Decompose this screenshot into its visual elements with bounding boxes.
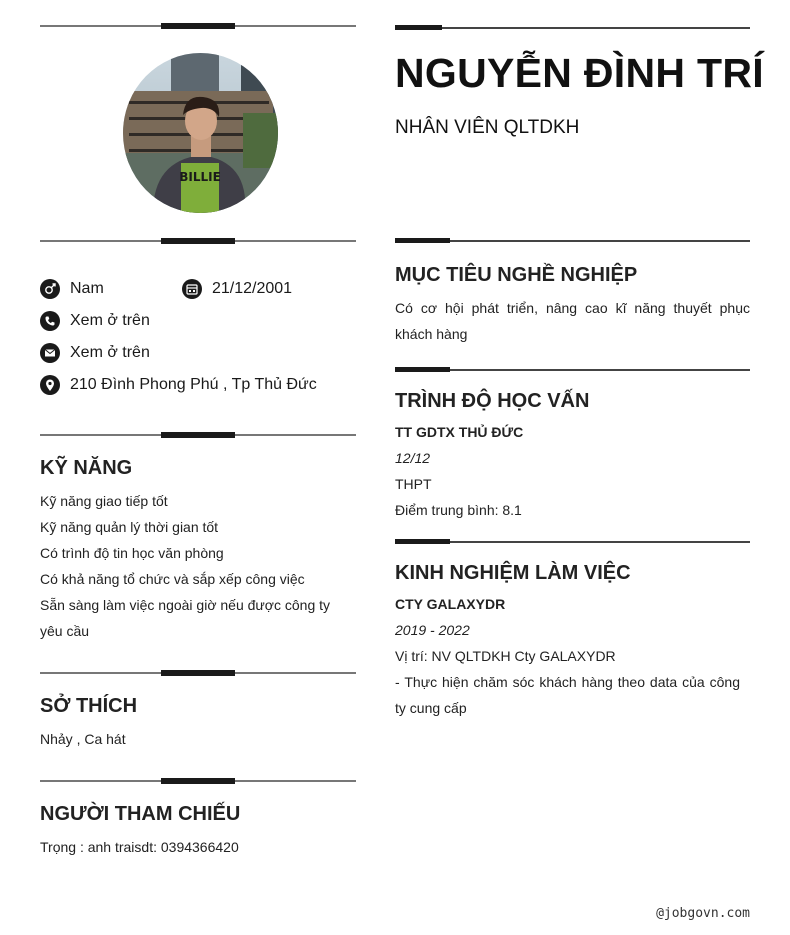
divider [395, 367, 750, 373]
experience-period: 2019 - 2022 [395, 622, 470, 638]
job-title: NHÂN VIÊN QLTDKH [395, 117, 580, 138]
address-row [40, 375, 317, 395]
skill-item: Sẵn sàng làm việc ngoài giờ nếu được công ty yêu cầu [40, 597, 331, 639]
email-icon [40, 343, 60, 363]
experience-position: Vị trí: NV QLTDKH Cty GALAXYDR [395, 648, 616, 664]
gender-value: Nam [70, 280, 104, 297]
phone-row [40, 311, 150, 331]
skill-item: Kỹ năng giao tiếp tốt [40, 493, 168, 509]
divider [395, 25, 750, 31]
education-gpa: Điểm trung bình: 8.1 [395, 502, 522, 518]
divider [40, 237, 356, 245]
school-name: TT GDTX THỦ ĐỨC [395, 424, 524, 440]
dob-row [182, 279, 292, 299]
references-heading: NGƯỜI THAM CHIẾU [40, 803, 241, 825]
divider [40, 22, 356, 30]
education-heading: TRÌNH ĐỘ HỌC VẤN [395, 390, 590, 412]
email-value: Xem ở trên [70, 344, 150, 361]
education-level: THPT [395, 476, 432, 492]
hobbies-heading: SỞ THÍCH [40, 695, 138, 717]
watermark: @jobgovn.com [656, 906, 750, 921]
references-text: Trọng : anh traisdt: 0394366420 [40, 839, 239, 855]
education-block [395, 419, 750, 523]
calendar-icon [182, 279, 202, 299]
experience-description: - Thực hiện chăm sóc khách hàng theo data của công ty cung cấp [395, 674, 740, 716]
divider [395, 238, 750, 244]
dob-value: 21/12/2001 [212, 280, 293, 297]
experience-block [395, 591, 740, 721]
objective-text: Có cơ hội phát triển, nâng cao kĩ năng thuyết phục khách hàng [395, 300, 750, 342]
skills-list [40, 488, 356, 644]
experience-heading: KINH NGHIỆM LÀM VIỆC [395, 562, 631, 584]
skill-item: Có khả năng tổ chức và sắp xếp công việc [40, 571, 305, 587]
avatar [123, 53, 278, 213]
hobbies-text: Nhảy , Ca hát [40, 731, 126, 747]
full-name: NGUYỄN ĐÌNH TRÍ [395, 50, 764, 96]
skills-heading: KỸ NĂNG [40, 457, 133, 479]
address-value: 210 Đình Phong Phú , Tp Thủ Đức [70, 376, 317, 393]
divider [40, 777, 356, 785]
phone-icon [40, 311, 60, 331]
gender-row [40, 279, 104, 299]
objective-heading: MỤC TIÊU NGHỀ NGHIỆP [395, 264, 638, 286]
education-period: 12/12 [395, 450, 431, 466]
email-row [40, 343, 150, 363]
divider [395, 539, 750, 545]
skill-item: Có trình độ tin học văn phòng [40, 545, 224, 561]
skill-item: Kỹ năng quản lý thời gian tốt [40, 519, 219, 535]
gender-icon [40, 279, 60, 299]
phone-value: Xem ở trên [70, 312, 150, 329]
location-icon [40, 375, 60, 395]
svg-text:BILLIE: BILLIE [179, 170, 221, 184]
divider [40, 669, 356, 677]
company-name: CTY GALAXYDR [395, 596, 506, 612]
divider [40, 431, 356, 439]
